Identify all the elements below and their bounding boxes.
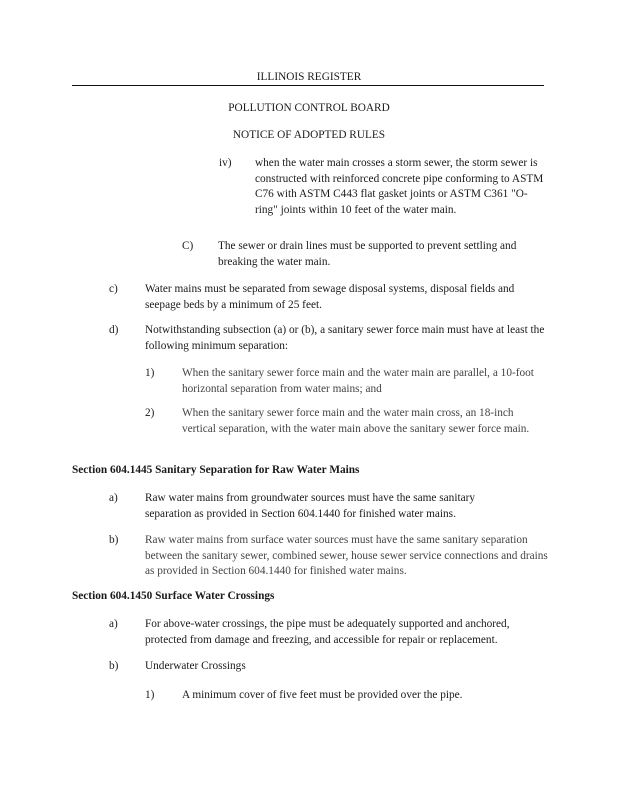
item-c-label: c) bbox=[109, 283, 118, 295]
item-C-text: The sewer or drain lines must be supported to prevent settling and breaking the water main. bbox=[218, 240, 517, 268]
item-d2-text: When the sanitary sewer force main and the water main cross, an 18-inch vertical separation, with the water main above the sanitary sewer force main. bbox=[182, 407, 530, 435]
item-iv-label: iv) bbox=[219, 157, 232, 169]
item-d1-text: When the sanitary sewer force main and the water main are parallel, a 10-foot horizontal separation from water mains; and bbox=[182, 367, 534, 395]
section-1450-b-label: b) bbox=[109, 660, 119, 672]
section-1445-heading: Section 604.1445 Sanitary Separation for Raw Water Mains bbox=[72, 464, 360, 476]
notice-title: NOTICE OF ADOPTED RULES bbox=[232, 129, 386, 141]
section-1450-b-text: Underwater Crossings bbox=[145, 660, 246, 672]
item-c-text: Water mains must be separated from sewage disposal systems, disposal fields and seepage beds by a minimum of 25 feet. bbox=[145, 283, 515, 311]
item-d1-label: 1) bbox=[145, 367, 155, 379]
section-1450-a-label: a) bbox=[109, 618, 118, 630]
item-iv-text: when the water main crosses a storm sewer, the storm sewer is constructed with reinforced concrete pipe conforming to ASTM C76 with ASTM C443 flat gasket joints or ASTM C361 "O-ring" joints within 10 feet of the water main. bbox=[255, 157, 544, 216]
section-1445-a-text: Raw water mains from groundwater sources must have the same sanitary separation as provided in Section 604.1440 for finished water mains. bbox=[145, 492, 476, 520]
section-1450-a-text: For above-water crossings, the pipe must be adequately supported and anchored, protected from damage and freezing, and accessible for repair or replacement. bbox=[145, 618, 510, 646]
register-title: ILLINOIS REGISTER bbox=[256, 71, 362, 83]
item-d-text: Notwithstanding subsection (a) or (b), a sanitary sewer force main must have at least the following minimum separation: bbox=[145, 324, 545, 352]
section-1450-b1-label: 1) bbox=[145, 689, 155, 701]
item-d-label: d) bbox=[109, 324, 119, 336]
section-1445-a-label: a) bbox=[109, 492, 118, 504]
item-d2-label: 2) bbox=[145, 407, 155, 419]
header-rule bbox=[72, 85, 544, 86]
section-1450-b1-text: A minimum cover of five feet must be provided over the pipe. bbox=[182, 689, 463, 701]
section-1445-b-label: b) bbox=[109, 534, 119, 546]
item-C-label: C) bbox=[182, 240, 194, 252]
section-1450-heading: Section 604.1450 Surface Water Crossings bbox=[72, 590, 275, 602]
board-title: POLLUTION CONTROL BOARD bbox=[228, 102, 390, 114]
section-1445-b-text: Raw water mains from surface water sources must have the same sanitary separation between the sanitary sewer, combined sewer, house sewer service connections and drains as provided in Section 604.1440 for finished water mains. bbox=[145, 534, 548, 577]
